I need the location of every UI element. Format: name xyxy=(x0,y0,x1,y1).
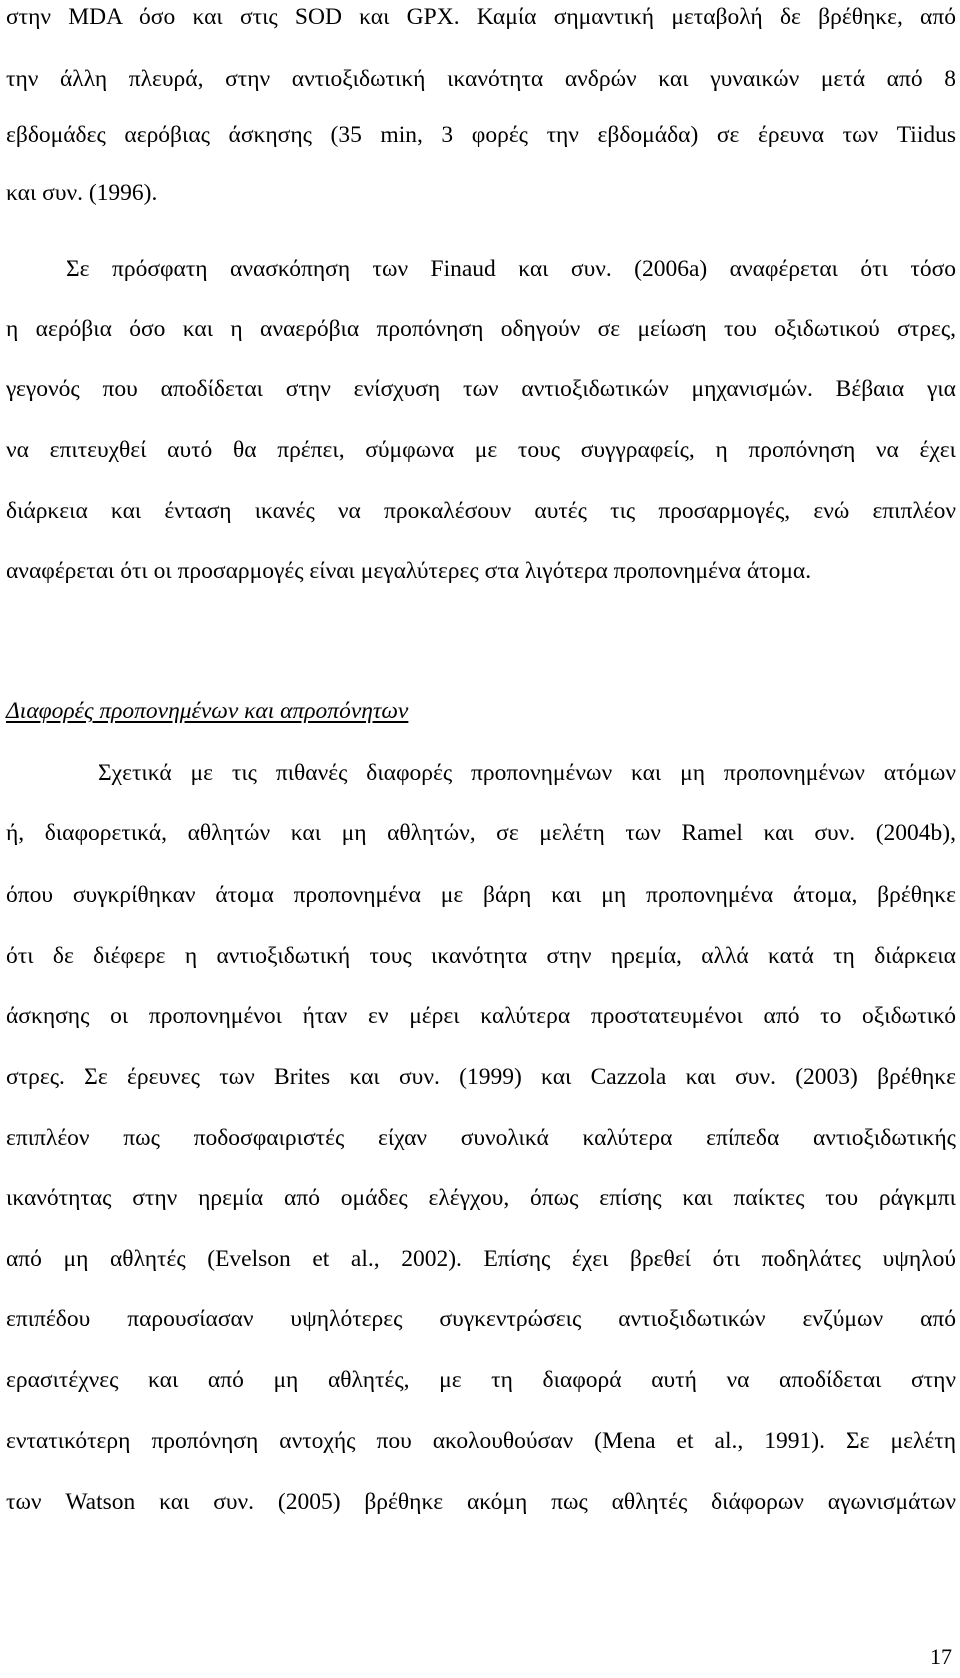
paragraph-1-line-3: εβδομάδες αερόβιας άσκησης (35 min, 3 φορές την εβδομάδα) σε έρευνα των Tiidus xyxy=(6,122,956,148)
paragraph-3-line-6: στρες. Σε έρευνες των Brites και συν. (1999) και Cazzola και συν. (2003) βρέθηκε xyxy=(6,1064,956,1090)
paragraph-3-line-3: όπου συγκρίθηκαν άτομα προπονημένα με βάρη και μη προπονημένα άτομα, βρέθηκε xyxy=(6,882,956,908)
paragraph-3-line-7: επιπλέον πως ποδοσφαιριστές είχαν συνολικά καλύτερα επίπεδα αντιοξιδωτικής xyxy=(6,1125,956,1151)
paragraph-1-line-4: και συν. (1996). xyxy=(6,180,158,206)
paragraph-3-line-9: από μη αθλητές (Evelson et al., 2002). Επίσης έχει βρεθεί ότι ποδηλάτες υψηλού xyxy=(6,1246,956,1272)
section-heading: Διαφορές προπονημένων και απροπόνητων xyxy=(6,698,409,724)
page-number: 17 xyxy=(930,1644,952,1669)
paragraph-2-line-3: γεγονός που αποδίδεται στην ενίσχυση των αντιοξιδωτικών μηχανισμών. Βέβαια για xyxy=(6,376,956,402)
paragraph-2-line-5: διάρκεια και ένταση ικανές να προκαλέσουν αυτές τις προσαρμογές, ενώ επιπλέον xyxy=(6,498,956,524)
paragraph-3-line-1: Σχετικά με τις πιθανές διαφορές προπονημένων και μη προπονημένων ατόμων xyxy=(98,760,956,786)
paragraph-1-line-1: στην MDA όσο και στις SOD και GPX. Καμία σημαντική μεταβολή δε βρέθηκε, από xyxy=(6,4,956,30)
paragraph-2-line-4: να επιτευχθεί αυτό θα πρέπει, σύμφωνα με τους συγγραφείς, η προπόνηση να έχει xyxy=(6,437,956,463)
paragraph-2-line-6: αναφέρεται ότι οι προσαρμογές είναι μεγαλύτερες στα λιγότερα προπονημένα άτομα. xyxy=(6,558,812,584)
paragraph-3-line-13: των Watson και συν. (2005) βρέθηκε ακόμη πως αθλητές διάφορων αγωνισμάτων xyxy=(6,1489,956,1515)
paragraph-3-line-5: άσκησης οι προπονημένοι ήταν εν μέρει καλύτερα προστατευμένοι από το οξιδωτικό xyxy=(6,1003,956,1029)
paragraph-2-line-2: η αερόβια όσο και η αναερόβια προπόνηση οδηγούν σε μείωση του οξιδωτικού στρες, xyxy=(6,316,956,342)
paragraph-3-line-10: επιπέδου παρουσίασαν υψηλότερες συγκεντρώσεις αντιοξιδωτικών ενζύμων από xyxy=(6,1306,956,1332)
paragraph-3-line-8: ικανότητας στην ηρεμία από ομάδες ελέγχου, όπως επίσης και παίκτες του ράγκμπι xyxy=(6,1185,956,1211)
paragraph-2-line-1: Σε πρόσφατη ανασκόπηση των Finaud και συν. (2006a) αναφέρεται ότι τόσο xyxy=(66,256,956,282)
paragraph-3-line-4: ότι δε διέφερε η αντιοξιδωτική τους ικανότητα στην ηρεμία, αλλά κατά τη διάρκεια xyxy=(6,943,956,969)
paragraph-3-line-11: ερασιτέχνες και από μη αθλητές, με τη διαφορά αυτή να αποδίδεται στην xyxy=(6,1367,956,1393)
paragraph-3-line-12: εντατικότερη προπόνηση αντοχής που ακολουθούσαν (Mena et al., 1991). Σε μελέτη xyxy=(6,1428,956,1454)
paragraph-1-line-2: την άλλη πλευρά, στην αντιοξιδωτική ικανότητα ανδρών και γυναικών μετά από 8 xyxy=(6,66,956,92)
paragraph-3-line-2: ή, διαφορετικά, αθλητών και μη αθλητών, σε μελέτη των Ramel και συν. (2004b), xyxy=(6,820,956,846)
